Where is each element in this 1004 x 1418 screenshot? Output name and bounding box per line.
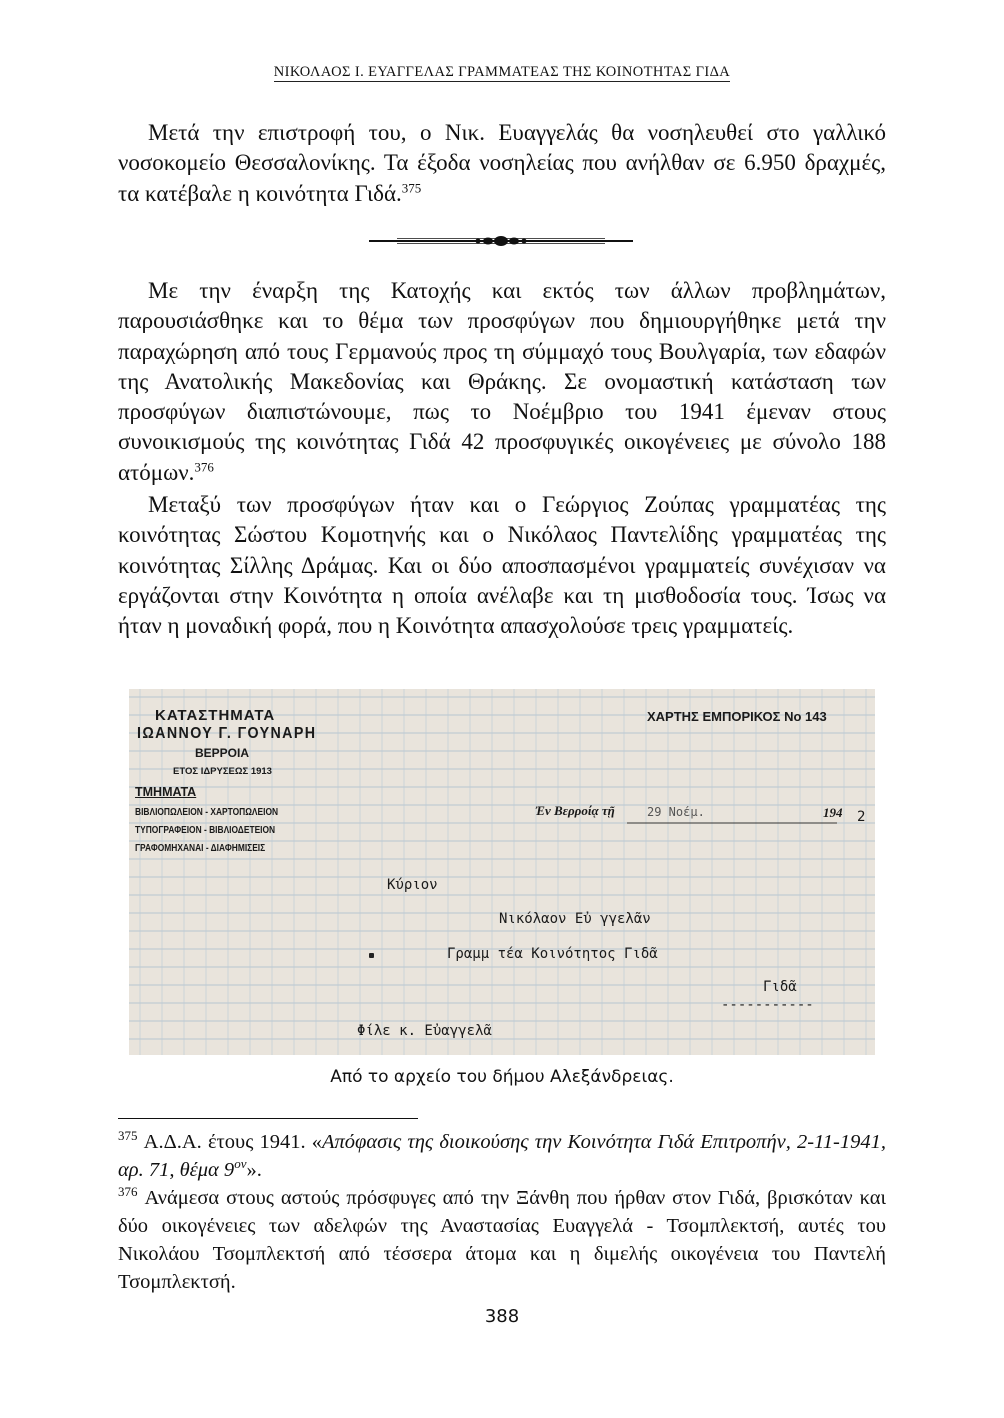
footnote-376 (118, 1184, 886, 1296)
letter-date-place: Ἐν Βερροίᾳ τῇ (535, 803, 615, 818)
letterhead-line-1: ΚΑΤΑΣΤΗΜΑΤΑ (155, 707, 276, 724)
footnote-number: 375 (118, 1128, 138, 1144)
footnote-italic-text: Απόφασις της διοικούσης την Κοινότητα Γιδά Επιτροπήν, 2-11-1941, αρ. 71, θέμα 9 (118, 1131, 886, 1181)
paragraph-3 (118, 490, 886, 641)
date-dotted-line (627, 821, 837, 825)
letterhead-dept-1: ΒΙΒΛΙΟΠΩΛΕΙΟΝ - ΧΑΡΤΟΠΩΛΕΙΟΝ (135, 807, 279, 818)
footnote-ref-375[interactable]: 375 (401, 179, 422, 195)
footnote-tail: ». (246, 1159, 262, 1181)
paragraph-1 (118, 118, 886, 209)
address-line-2: Νικόλαον Εὐ γγελᾶν (499, 911, 651, 927)
letterhead-departments-heading: ΤΜΗΜΑΤΑ (135, 785, 197, 799)
letterhead-dept-3: ΓΡΑΦΟΜΗΧΑΝΑΙ - ΔΙΑΦΗΜΙΣΕΙΣ (135, 843, 266, 854)
letterhead-founded: ΕΤΟΣ ΙΔΡΥΣΕΩΣ 1913 (173, 766, 272, 777)
footnote-ref-376[interactable]: 376 (194, 459, 214, 475)
letterhead-dept-2: ΤΥΠΟΓΡΑΦΕΙΟΝ - ΒΙΒΛΙΟΔΕΤΕΙΟΝ (135, 825, 276, 836)
letter-year-prefix: 194 (823, 805, 843, 820)
footnote-italic-sup: ον (234, 1156, 247, 1172)
letter-date-handwritten: 29 Νοέμ. (647, 805, 705, 819)
paragraph-2 (118, 276, 886, 488)
footnote-separator (118, 1118, 418, 1119)
running-head-text: ΝΙΚΟΛΑΟΣ Ι. ΕΥΑΓΓΕΛΑΣ ΓΡΑΜΜΑΤΕΑΣ ΤΗΣ ΚΟΙΝΟΤΗΤΑΣ ΓΙΔΑ (273, 64, 731, 80)
address-bullet (369, 953, 374, 958)
address-line-1: Κύριον (387, 877, 438, 893)
body-section-1 (118, 118, 886, 209)
address-line-4: Γιδᾶ (763, 979, 797, 995)
running-head (118, 64, 886, 81)
letterhead-city: ΒΕΡΡΟΙΑ (195, 746, 250, 760)
paragraph-1-text: Μετά την επιστροφή του, ο Νικ. Ευαγγελάς θα νοσηλευθεί στο γαλλικό νοσοκομείο Θεσσαλονίκης. Τα έξοδα νοσηλείας που ανήλθαν σε 6.950 δραχμές, τα κατέβαλε η κοινότητα Γιδά. (118, 120, 886, 206)
letter-year-digit: 2 (857, 809, 866, 825)
image-caption: Από το αρχείο του δήμου Αλεξάνδρειας. (330, 1067, 674, 1087)
footnote-text: Ανάμεσα στους αστούς πρόσφυγες από την Ξάνθη που ήρθαν στον Γιδά, βρισκόταν και δύο οικογένειες των αδελφών της Αναστασίας Ευαγγελά - Τσομπλεκτσή, αυτές του Νικολάου Τσομπλεκτσή από τέσσερα άτομα και η διμελής οικογένεια του Παντελή Τσομπλεκτσή. (118, 1187, 886, 1293)
address-underline: ----------- (721, 997, 814, 1013)
paragraph-2-text: Με την έναρξη της Κατοχής και εκτός των άλλων προβλημάτων, παρουσιάσθηκε και το θέμα των προσφύγων που δημιουργήθηκε μετά την παραχώρηση από τους Γερμανούς προς τη σύμμαχό τους Βουλγαρία, των εδαφών της Ανατολικής Μακεδονίας και Θράκης. Σε ονομαστική κατάσταση των προσφύγων διαπιστώνουμε, πως το Νοέμβριο του 1941 έμεναν στους συνοικισμούς της κοινότητας Γιδά 42 προσφυγικές οικογένειες με σύνολο 188 ατόμων. (118, 278, 886, 485)
footnotes (118, 1128, 886, 1296)
address-line-3: Γραμμ τέα Κοινότητος Γιδᾶ (447, 946, 658, 962)
body-section-2 (118, 276, 886, 642)
archival-letter-image (129, 689, 875, 1055)
paragraph-3-text: Μεταξύ των προσφύγων ήταν και ο Γεώργιος Ζούπας γραμματέας της κοινότητας Σώστου Κομοτηνής και ο Νικόλαος Παντελίδης γραμματέας της κοινότητας Σίλλης Δράμας. Και οι δύο αποσπασμένοι γραμματείς συνέχισαν να εργάζονται στην Κοινότητα η οποία ανέλαβε και τη μισθοδοσία τους. Ίσως να ήταν η μοναδική φορά, που η Κοινότητα απασχολούσε τρεις γραμματείς. (118, 492, 886, 639)
footnote-text: Α.Δ.Α. έτους 1941. « (143, 1131, 322, 1153)
paper-number-label: ΧΑΡΤΗΣ ΕΜΠΟΡΙΚΟΣ Νο 143 (647, 709, 827, 724)
footnote-number: 376 (118, 1184, 138, 1200)
letterhead-line-2: ΙΩΑΝΝΟΥ Γ. ΓΟΥΝΑΡΗ (137, 725, 317, 742)
section-divider-ornament (367, 232, 635, 250)
letter-salutation: Φίλε κ. Εὐαγγελᾶ (357, 1023, 492, 1039)
footnote-375 (118, 1128, 886, 1184)
page-number: 388 (484, 1306, 520, 1327)
